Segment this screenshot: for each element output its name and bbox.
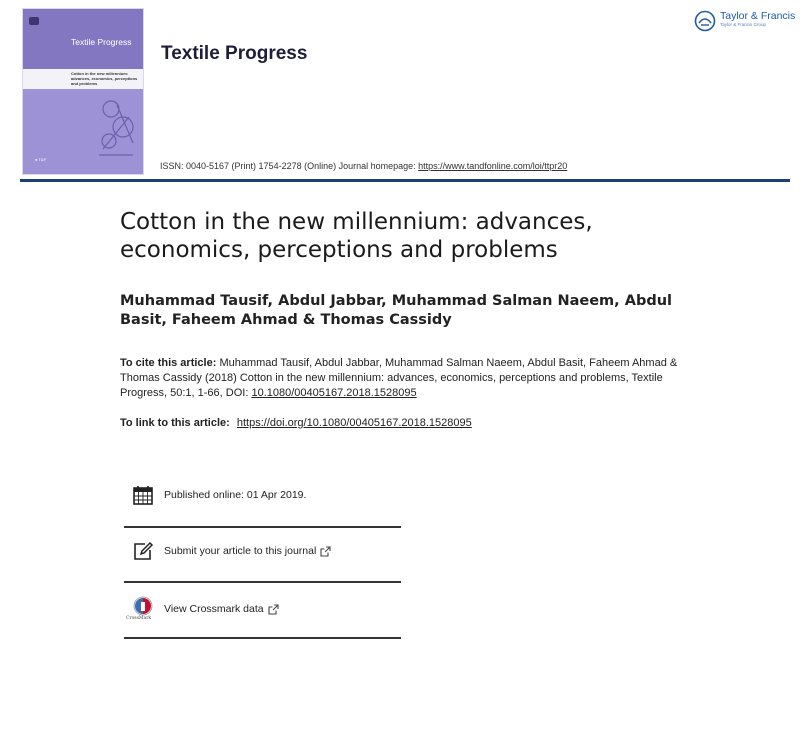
external-link-icon (268, 604, 279, 615)
crossmark-logo-text: CrossMark (126, 616, 152, 621)
citation-text: Muhammad Tausif, Abdul Jabbar, Muhammad Salman Naeem, Abdul Basit, Faheem Ahmad & Thomas Cassidy (2018) Cotton in the new millennium: advances, economics, perceptions and problems, Textile Progress, 50:1, 1-66, DOI: (120, 357, 678, 399)
header-divider (20, 179, 790, 182)
cover-publisher-logo: ● T&F (35, 157, 47, 162)
submit-article-link[interactable] (132, 540, 331, 562)
taylor-francis-icon (694, 10, 716, 32)
issn-line (160, 161, 567, 171)
crossmark-text: View Crossmark data (164, 603, 264, 615)
cover-logo-icon (29, 17, 39, 25)
published-online-row (132, 484, 306, 506)
submit-article-text: Submit your article to this journal (164, 545, 317, 557)
external-link-icon (320, 546, 331, 557)
publisher-subtitle: Taylor & Francis Group (720, 22, 767, 27)
citation-label: To cite this article: (120, 357, 217, 369)
link-label: To link to this article: (120, 417, 230, 429)
citation-block (120, 356, 700, 401)
publisher-name: Taylor & Francis (720, 10, 796, 22)
issn-text: ISSN: 0040-5167 (Print) 1754-2278 (Online) Journal homepage: (160, 161, 416, 171)
article-link-line (120, 417, 472, 429)
info-divider (124, 637, 401, 639)
edit-icon (132, 540, 154, 562)
cover-article-title: Cotton in the new millennium: advances, economics, perceptions and problems (71, 71, 138, 86)
cover-illustration-icon (93, 97, 141, 159)
taylor-francis-logo[interactable] (694, 10, 795, 32)
article-authors: Muhammad Tausif, Abdul Jabbar, Muhammad Salman Naeem, Abdul Basit, Faheem Ahmad & Thomas Cassidy (120, 293, 672, 328)
cover-journal-title: Textile Progress (71, 37, 132, 47)
journal-cover (22, 8, 144, 175)
view-crossmark-link[interactable] (132, 596, 279, 622)
citation-doi-link[interactable]: 10.1080/00405167.2018.1528095 (251, 387, 417, 399)
article-doi-link[interactable]: https://doi.org/10.1080/00405167.2018.1528095 (236, 417, 472, 429)
article-title: Cotton in the new millennium: advances, economics, perceptions and problems (120, 209, 593, 263)
calendar-icon (132, 484, 154, 506)
info-divider (124, 526, 401, 528)
journal-name[interactable]: Textile Progress (161, 43, 308, 64)
journal-homepage-link[interactable]: https://www.tandfonline.com/loi/ttpr20 (418, 161, 568, 171)
published-online-text: Published online: 01 Apr 2019. (164, 489, 307, 501)
info-divider (124, 581, 401, 583)
